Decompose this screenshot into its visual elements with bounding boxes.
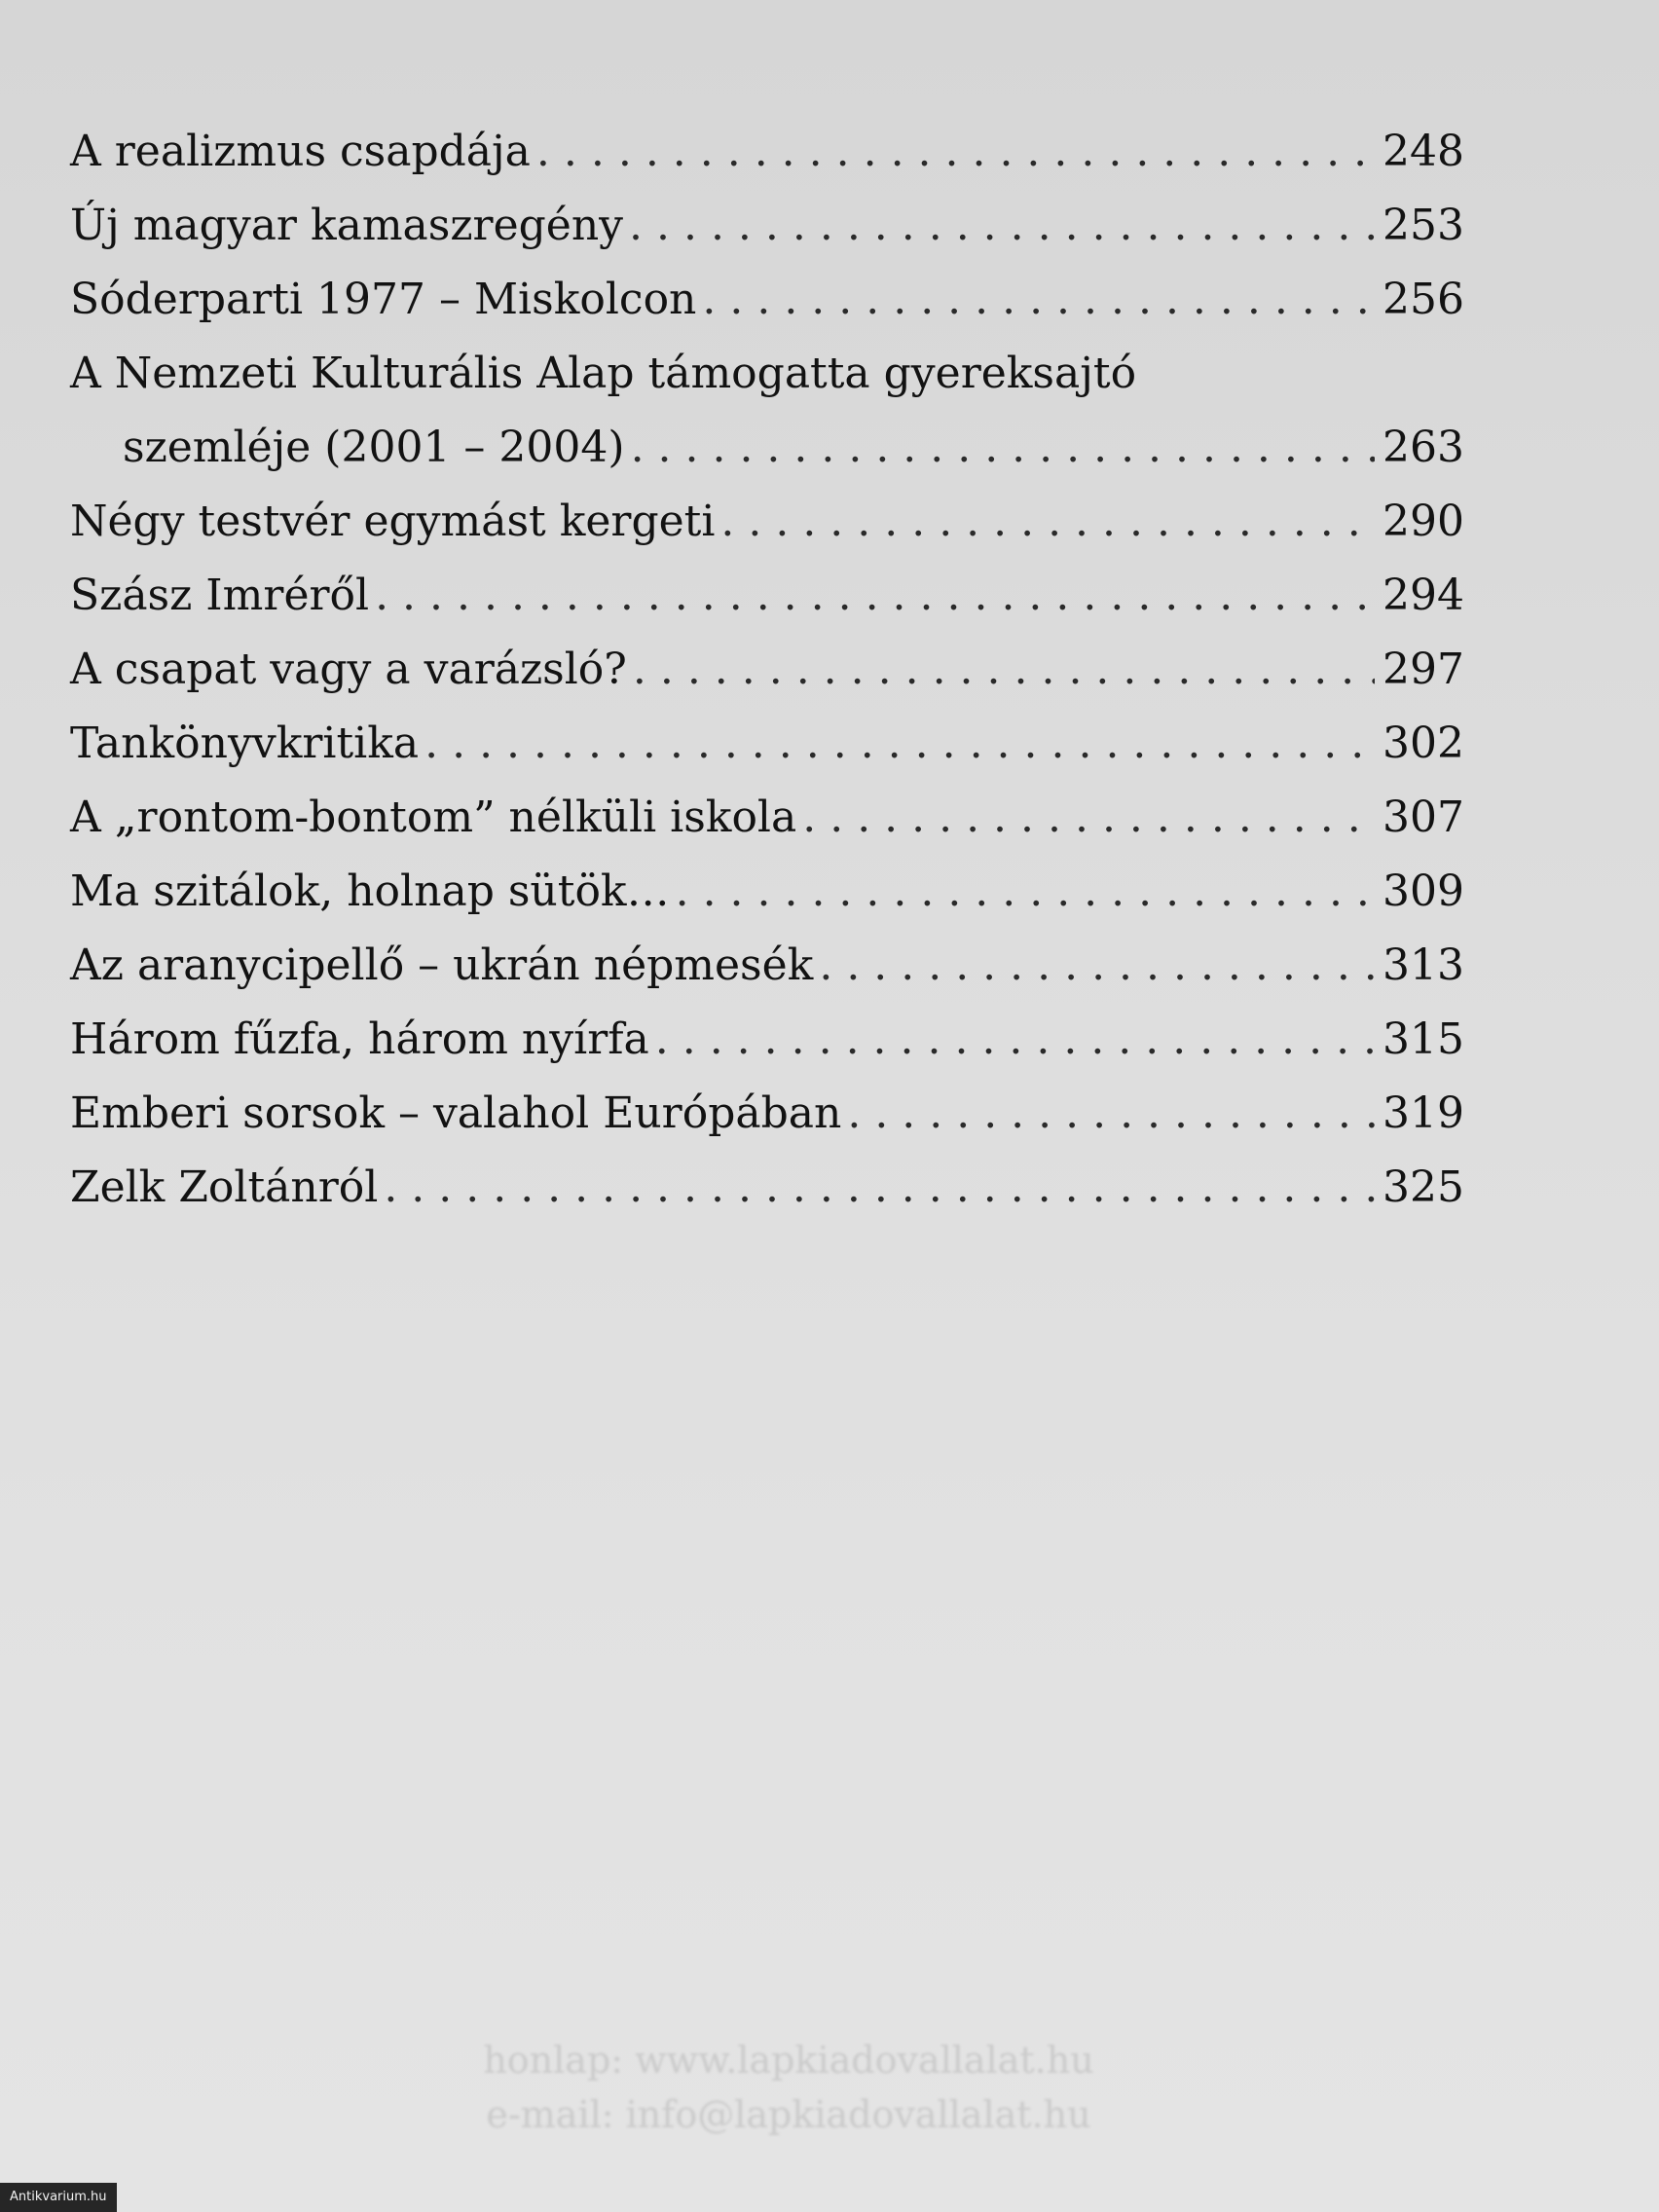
toc-entry bbox=[70, 1077, 1464, 1151]
toc-entry-title: A realizmus csapdája bbox=[70, 127, 531, 176]
table-of-contents bbox=[70, 115, 1464, 1225]
dot-leader bbox=[384, 1151, 1375, 1225]
toc-entry-title: A csapat vagy a varázsló? bbox=[70, 645, 627, 694]
toc-entry bbox=[70, 855, 1464, 929]
dot-leader bbox=[633, 633, 1375, 707]
toc-entry-title: Négy testvér egymást kergeti bbox=[70, 497, 716, 546]
dot-leader bbox=[655, 1003, 1375, 1077]
dot-leader bbox=[819, 929, 1375, 1003]
toc-entry-page-number: 253 bbox=[1382, 201, 1464, 250]
dot-leader bbox=[802, 781, 1375, 855]
toc-entry-page-number: 248 bbox=[1382, 127, 1464, 176]
dot-leader bbox=[536, 115, 1375, 189]
toc-entry-page-number: 294 bbox=[1382, 571, 1464, 620]
toc-entry-title: Sóderparti 1977 – Miskolcon bbox=[70, 275, 697, 324]
toc-entry bbox=[70, 1151, 1464, 1225]
dot-leader bbox=[424, 707, 1375, 781]
toc-entry-title: A „rontom-bontom” nélküli iskola bbox=[70, 793, 797, 842]
toc-entry-title: Emberi sorsok – valahol Európában bbox=[70, 1088, 842, 1138]
dot-leader bbox=[720, 485, 1375, 559]
toc-entry-title: Ma szitálok, holnap sütök… bbox=[70, 866, 670, 916]
toc-entry-title: Új magyar kamaszregény bbox=[70, 201, 624, 250]
toc-entry-title: Zelk Zoltánról bbox=[70, 1162, 379, 1212]
bleed-through-line: honlap: www.lapkiadovallalat.hu bbox=[483, 2039, 1094, 2082]
toc-entry-title: Szász Imréről bbox=[70, 571, 370, 620]
toc-entry-title: A Nemzeti Kulturális Alap támogatta gyereksajtó bbox=[70, 349, 1137, 398]
toc-entry-continuation bbox=[70, 411, 1464, 485]
toc-entry-page-number: 302 bbox=[1382, 719, 1464, 768]
toc-entry bbox=[70, 781, 1464, 855]
source-watermark: Antikvarium.hu bbox=[0, 2183, 117, 2212]
toc-entry bbox=[70, 115, 1464, 189]
toc-entry bbox=[70, 559, 1464, 633]
toc-entry-title: Három fűzfa, három nyírfa bbox=[70, 1014, 649, 1064]
toc-entry-page-number: 256 bbox=[1382, 275, 1464, 324]
toc-entry-page-number: 325 bbox=[1382, 1162, 1464, 1212]
toc-entry-page-number: 315 bbox=[1382, 1014, 1464, 1064]
toc-entry-title-continued: szemléje (2001 – 2004) bbox=[123, 423, 625, 472]
dot-leader bbox=[375, 559, 1375, 633]
dot-leader bbox=[702, 263, 1375, 337]
toc-entry-page-number: 297 bbox=[1382, 645, 1464, 694]
toc-entry-page-number: 290 bbox=[1382, 497, 1464, 546]
toc-entry-title: Az aranycipellő – ukrán népmesék bbox=[70, 940, 814, 990]
toc-entry-page-number: 313 bbox=[1382, 940, 1464, 990]
dot-leader bbox=[631, 411, 1375, 485]
toc-entry-page-number: 263 bbox=[1382, 423, 1464, 472]
toc-entry bbox=[70, 189, 1464, 263]
dot-leader bbox=[676, 855, 1375, 929]
toc-entry bbox=[70, 633, 1464, 707]
toc-entry-page-number: 307 bbox=[1382, 793, 1464, 842]
bleed-through-line: e-mail: info@lapkiadovallalat.hu bbox=[486, 2093, 1091, 2136]
toc-entry bbox=[70, 485, 1464, 559]
toc-entry-first-line bbox=[70, 337, 1464, 411]
toc-entry-page-number: 319 bbox=[1382, 1088, 1464, 1138]
toc-entry-page-number: 309 bbox=[1382, 866, 1464, 916]
dot-leader bbox=[629, 189, 1375, 263]
toc-entry bbox=[70, 707, 1464, 781]
bleed-through-text bbox=[467, 2033, 1110, 2142]
toc-entry bbox=[70, 929, 1464, 1003]
toc-entry bbox=[70, 263, 1464, 337]
toc-entry bbox=[70, 1003, 1464, 1077]
toc-entry-title: Tankönyvkritika bbox=[70, 719, 420, 768]
dot-leader bbox=[847, 1077, 1375, 1151]
